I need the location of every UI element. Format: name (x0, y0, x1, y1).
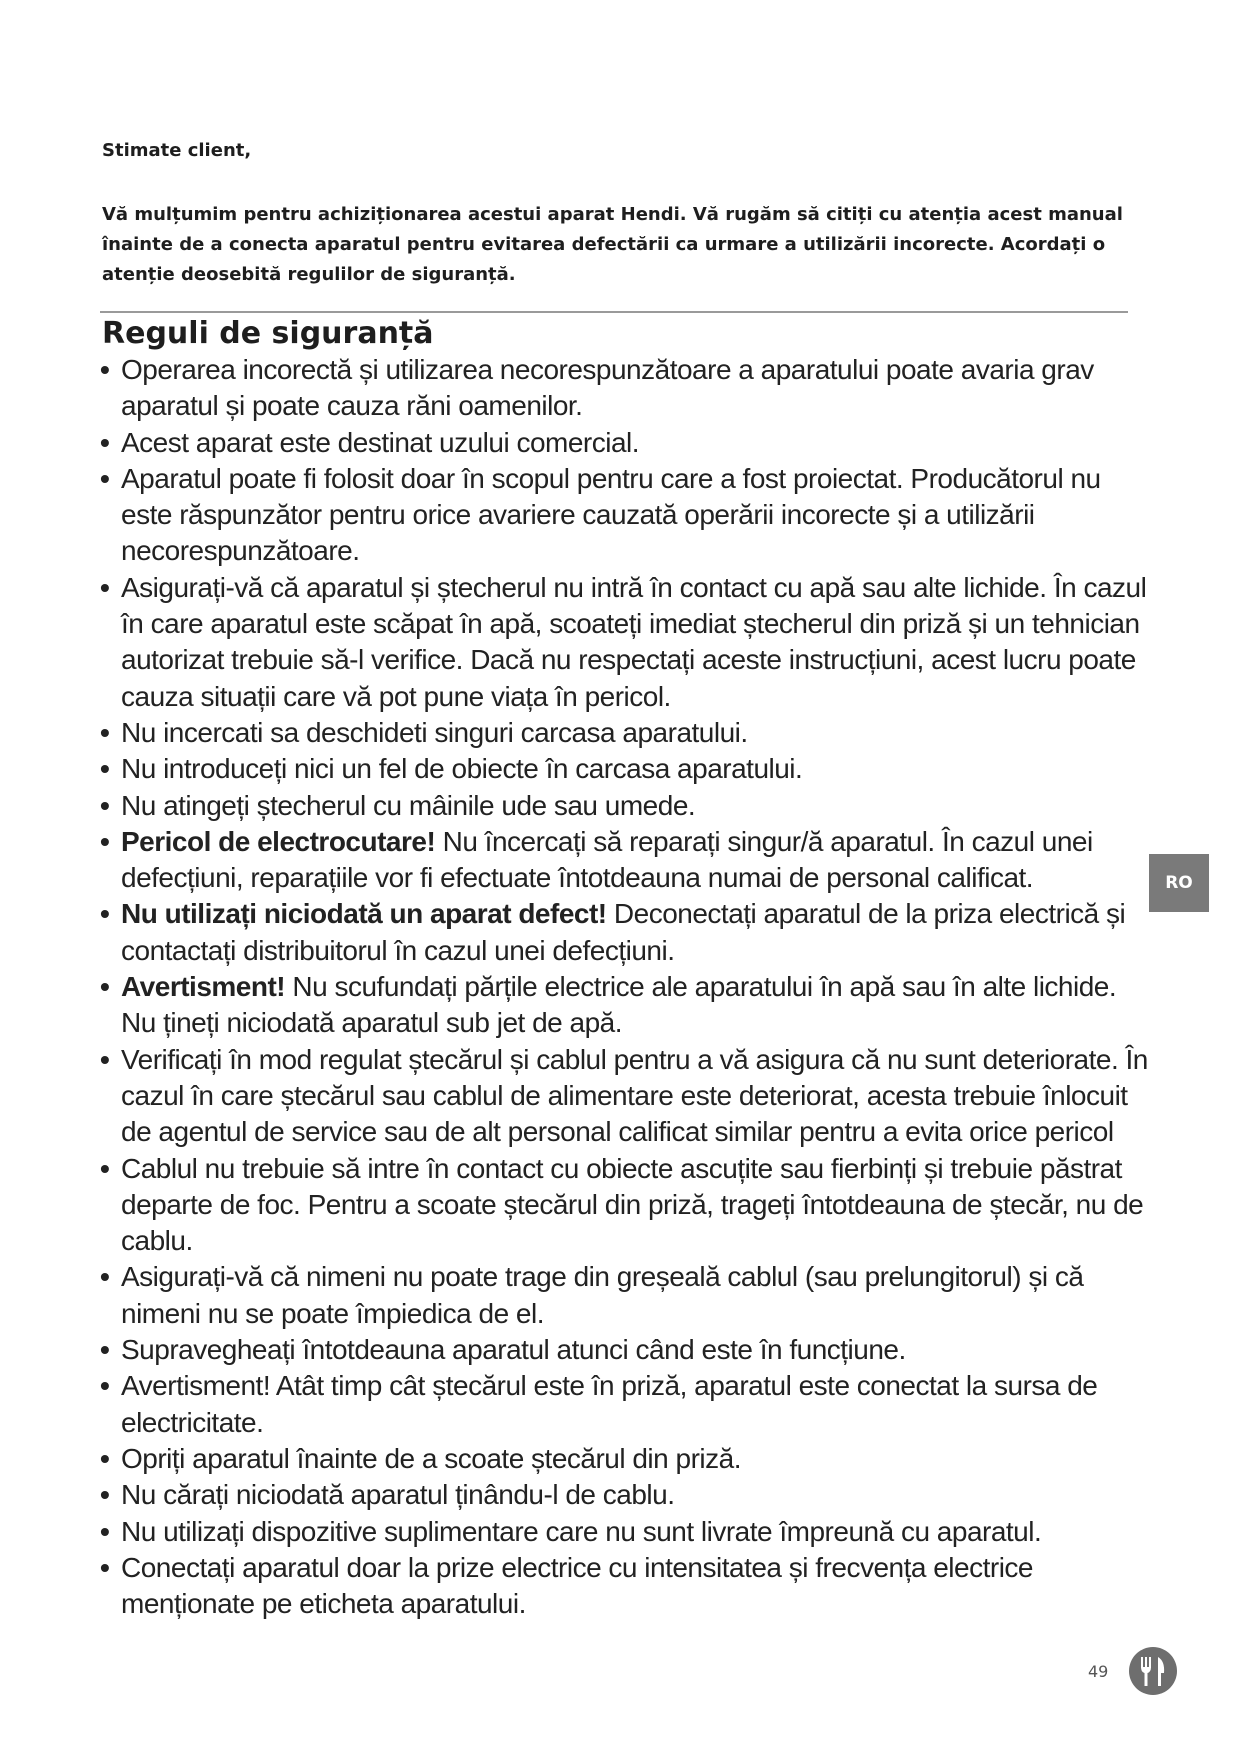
bullet-icon: • (100, 462, 110, 494)
rule-warning-lead: Nu utilizați niciodată un aparat defect! (121, 898, 607, 930)
safety-rule-item (100, 1042, 1150, 1151)
rule-text: Supravegheați întotdeauna aparatul atunci când este în funcțiune. (121, 1334, 906, 1366)
rule-text: Nu cărați niciodată aparatul ținându-l de cablu. (121, 1479, 675, 1511)
bullet-icon: • (100, 1479, 110, 1511)
rule-text: Nu utilizați dispozitive suplimentare care nu sunt livrate împreună cu aparatul. (121, 1515, 1042, 1547)
safety-rule-item (100, 1259, 1150, 1332)
rule-text: Acest aparat este destinat uzului comercial. (121, 426, 640, 458)
rule-text: Opriți aparatul înainte de a scoate ștecărul din priză. (121, 1442, 741, 1474)
safety-rule-item (100, 352, 1150, 425)
rule-text: Aparatul poate fi folosit doar în scopul pentru care a fost proiectat. Producătorul nu este răspunzător pentru orice avariere cauzată operării incorecte și a utilizării necorespunzătoare. (121, 462, 1101, 567)
bullet-icon: • (100, 789, 110, 821)
bullet-icon: • (100, 1551, 110, 1583)
rule-text: Operarea incorectă și utilizarea necorespunzătoare a aparatului poate avaria grav aparatul și poate cauza răni oamenilor. (121, 354, 1094, 422)
bullet-icon: • (100, 1152, 110, 1184)
intro-paragraph: Vă mulțumim pentru achiziționarea acestui aparat Hendi. Vă rugăm să citiți cu atenția acest manual înainte de a conecta aparatul pentru evitarea defectării ca urmare a utilizării incorecte. Acordați o atenție deosebită regulilor de siguranță. (102, 204, 1123, 285)
rule-text: Deconectați aparatul de la priza electrică și contactați distribuitorul în cazul unei defecțiuni. (121, 898, 1126, 966)
rule-text: Avertisment! Atât timp cât ștecărul este în priză, aparatul este conectat la sursa de electricitate. (121, 1370, 1098, 1438)
rule-text: Nu scufundați părțile electrice ale aparatului în apă sau în alte lichide. Nu țineți niciodată aparatul sub jet de apă. (121, 971, 1117, 1039)
safety-rule-item (100, 1332, 1150, 1368)
rule-text: Nu incercati sa deschideti singuri carcasa aparatului. (121, 716, 748, 748)
language-tab: RO (1149, 854, 1209, 912)
safety-rule-item (100, 1550, 1150, 1623)
bullet-icon: • (100, 1442, 110, 1474)
rule-text: Nu introduceți nici un fel de obiecte în carcasa aparatului. (121, 753, 803, 785)
rule-text: Asigurați-vă că aparatul și ștecherul nu intră în contact cu apă sau alte lichide. În cazul în care aparatul este scăpat în apă, scoateți imediat ștecherul din priză și un tehnician autorizat trebuie să-l verifice. Dacă nu respectați aceste instrucțiuni, acest lucru poate cauza situații care vă pot pune viața în pericol. (121, 571, 1147, 712)
bullet-icon: • (100, 716, 110, 748)
safety-rule-item (100, 1477, 1150, 1513)
rule-warning-lead: Pericol de electrocutare! (121, 825, 436, 857)
safety-rule-item (100, 461, 1150, 570)
bullet-icon: • (100, 1043, 110, 1075)
bullet-icon: • (100, 1261, 110, 1293)
rule-text: Conectați aparatul doar la prize electrice cu intensitatea și frecvența electrice menționate pe eticheta aparatului. (121, 1551, 1033, 1620)
bullet-icon: • (100, 1515, 110, 1547)
safety-rule-item (100, 969, 1150, 1042)
section-title: Reguli de siguranță (102, 316, 434, 351)
safety-rules-list (100, 352, 1150, 1622)
bullet-icon: • (100, 1334, 110, 1366)
bullet-icon: • (100, 1370, 110, 1402)
section-divider (100, 311, 1128, 313)
rule-text: Verificați în mod regulat ștecărul și cablul pentru a vă asigura că nu sunt deteriorate. În cazul în care ștecărul sau cablul de alimentare este deteriorat, acesta trebuie înlocuit de agentul de service sau de alt personal calificat similar pentru a evita orice pericol (121, 1043, 1148, 1148)
bullet-icon: • (100, 825, 110, 857)
cutlery-logo-icon (1128, 1646, 1178, 1696)
safety-rule-item (100, 715, 1150, 751)
safety-rule-item (100, 1151, 1150, 1260)
safety-rule-item (100, 896, 1150, 969)
rule-text: Asigurați-vă că nimeni nu poate trage din greșeală cablul (sau prelungitorul) și că nimeni nu se poate împiedica de el. (121, 1261, 1084, 1329)
safety-rule-item (100, 1441, 1150, 1477)
safety-rule-item (100, 570, 1150, 715)
bullet-icon: • (100, 753, 110, 785)
bullet-icon: • (100, 354, 110, 385)
bullet-icon: • (100, 426, 110, 458)
safety-rule-item (100, 425, 1150, 461)
safety-rule-item (100, 751, 1150, 787)
safety-rule-item (100, 1514, 1150, 1550)
rule-text: Nu atingeți ștecherul cu mâinile ude sau umede. (121, 789, 696, 821)
safety-rule-item (100, 788, 1150, 824)
rule-warning-lead: Avertisment! (121, 971, 286, 1003)
safety-rule-item (100, 1368, 1150, 1441)
rule-text: Nu încercați să reparați singur/ă aparatul. În cazul unei defecțiuni, reparațiile vor fi efectuate întotdeauna numai de personal calificat. (121, 825, 1093, 894)
bullet-icon: • (100, 898, 110, 930)
bullet-icon: • (100, 571, 110, 603)
rule-text: Cablul nu trebuie să intre în contact cu obiecte ascuțite sau fierbinți și trebuie păstrat departe de foc. Pentru a scoate ștecărul din priză, trageți întotdeauna de ștecăr, nu de cablu. (121, 1152, 1144, 1257)
bullet-icon: • (100, 971, 110, 1003)
page-number: 49 (1088, 1662, 1109, 1681)
safety-rule-item (100, 824, 1150, 897)
greeting: Stimate client, (102, 140, 252, 161)
